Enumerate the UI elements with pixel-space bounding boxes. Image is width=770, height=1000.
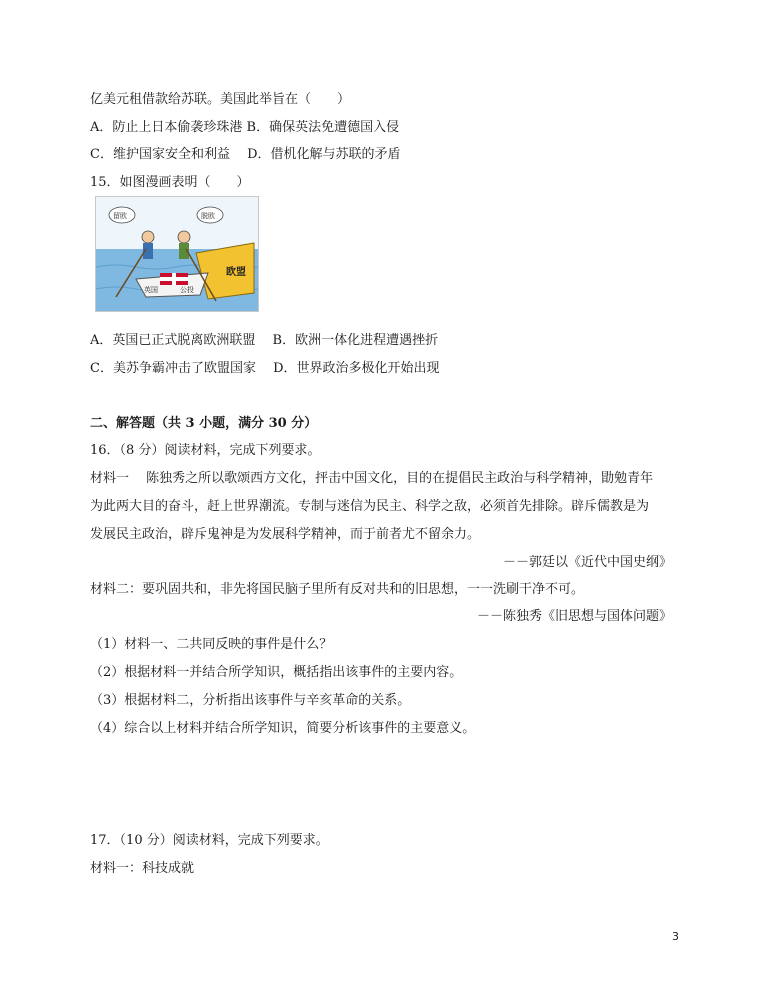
q16-material1-line1: 材料一 陈独秀之所以歌颂西方文化，抨击中国文化，目的在提倡民主政治与科学精神，勖勉青年	[90, 471, 654, 486]
q15-options-cd: C．美苏争霸冲击了欧盟国家 D．世界政治多极化开始出现	[90, 361, 440, 376]
page-number: 3	[672, 930, 679, 943]
q15-stem: 15．如图漫画表明（ ）	[90, 175, 250, 190]
q16-sub-question-3: （3）根据材料二，分析指出该事件与辛亥革命的关系。	[90, 693, 411, 708]
q16-intro: 16．（8 分）阅读材料，完成下列要求。	[90, 443, 321, 458]
q16-material2-source: －－陈独秀《旧思想与国体问题》	[476, 609, 672, 624]
section2-heading: 二、解答题（共 3 小题，满分 30 分）	[90, 416, 318, 431]
ship-label: 欧盟	[226, 267, 246, 278]
boat-label-right: 公投	[180, 286, 194, 294]
q16-sub-question-1: （1）材料一、二共同反映的事件是什么？	[90, 637, 333, 652]
speech-bubble-left	[109, 207, 135, 223]
q15-options-ab: A．英国已正式脱离欧洲联盟 B．欧洲一体化进程遭遇挫折	[90, 333, 439, 348]
q15-cartoon-image	[95, 196, 259, 312]
q14-options-cd: C．维护国家安全和利益 D．借机化解与苏联的矛盾	[90, 147, 401, 162]
q14-stem-tail: 亿美元租借款给苏联。美国此举旨在（ ）	[90, 92, 351, 107]
speech-bubble-right	[197, 207, 223, 223]
q16-material1-source: －－郭廷以《近代中国史纲》	[502, 555, 672, 570]
q14-options-ab: A．防止上日本偷袭珍珠港 B．确保英法免遭德国入侵	[90, 120, 400, 135]
q17-material1-label: 材料一：科技成就	[90, 861, 195, 876]
bubble-text-right: 脱欧	[201, 212, 215, 220]
boat-label-left: 英国	[144, 286, 158, 294]
q16-sub-question-4: （4）综合以上材料并结合所学知识，简要分析该事件的主要意义。	[90, 721, 476, 736]
q16-sub-question-2: （2）根据材料一并结合所学知识，概括指出该事件的主要内容。	[90, 665, 463, 680]
q16-material2-line1: 材料二：要巩固共和，非先将国民脑子里所有反对共和的旧思想，一一洗刷干净不可。	[90, 582, 585, 597]
q16-material1-line2: 为此两大目的奋斗，赶上世界潮流。专制与迷信为民主、科学之敌，必须首先排除。辟斥儒教是为	[90, 499, 650, 514]
bubble-text-left: 留欧	[113, 212, 127, 220]
q17-intro: 17．（10 分）阅读材料，完成下列要求。	[90, 833, 329, 848]
q16-material1-line3: 发展民主政治，辟斥鬼神是为发展科学精神，而于前者尤不留余力。	[90, 527, 481, 542]
